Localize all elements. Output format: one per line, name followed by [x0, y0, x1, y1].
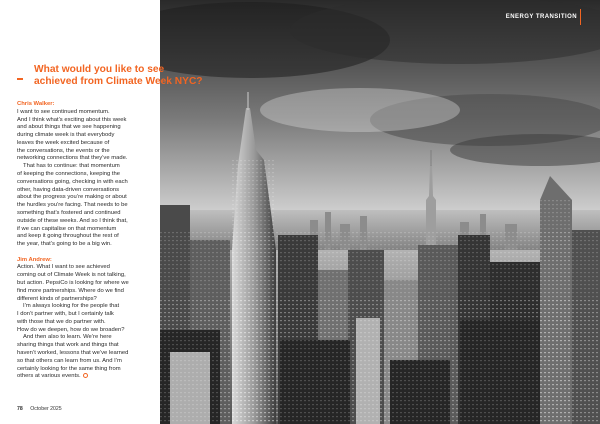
headline-accent-dash — [17, 78, 23, 80]
speaker-name: Chris Walker: — [17, 101, 55, 107]
text-line: I want to see continued momentum. — [17, 108, 110, 115]
text-line: of keeping the connections, keeping the — [17, 171, 120, 178]
text-line: different kinds of partnerships? — [17, 295, 97, 302]
end-mark-icon — [83, 373, 88, 378]
text-line: networking connections that they’ve made. — [17, 155, 128, 162]
text-line: and about things that we see happening — [17, 124, 121, 131]
text-line: Action. What I want to see achieved — [17, 264, 110, 271]
text-line: How do we deepen, how do we broaden? — [17, 326, 125, 333]
section-label: ENERGY TRANSITION — [505, 14, 577, 20]
headline-line: What would you like to see — [34, 64, 165, 75]
text-line: certainly looking for the same thing from — [17, 365, 121, 372]
text-line: That has to continue: that momentum — [23, 163, 120, 170]
text-line: leaves the week excited because of — [17, 139, 110, 146]
text-line: conversations going, checking in with each — [17, 178, 128, 185]
text-line: during climate week is that everybody — [17, 132, 115, 139]
paragraph — [17, 303, 158, 334]
text-line: I don’t partner with, but I certainly talk — [17, 311, 114, 318]
text-line: outside of these weeks. And so I think that, — [17, 217, 128, 224]
text-line: coming out of Climate Week is not talking, — [17, 272, 126, 279]
text-line: something that’s fostered and continued — [17, 209, 121, 216]
text-line: find more partnerships. Where do we find — [17, 287, 124, 294]
text-line: the year, that’s going to be a big win. — [17, 241, 112, 248]
paragraph — [17, 109, 158, 163]
text-line: others at various events. — [17, 373, 81, 380]
text-line: And then also to learn. We’re here — [23, 334, 112, 341]
headline — [34, 64, 274, 89]
text-line: so that others can learn from us. And I’m — [17, 357, 122, 364]
text-line: if we can capitalise on that momentum — [17, 225, 117, 232]
text-line: about the progress you’re making or about — [17, 194, 127, 201]
paragraph — [17, 264, 158, 303]
text-line: And I think what’s exciting about this week — [17, 116, 127, 123]
text-line: the conversations, the events or the — [17, 147, 110, 154]
headline-line: achieved from Climate Week NYC? — [34, 76, 203, 88]
article-body — [17, 101, 158, 381]
text-line: haven’t worked, lessons that we’ve learned — [17, 349, 129, 356]
text-line: sharing things that work and things that — [17, 342, 119, 349]
text-line: and keep it going throughout the rest of — [17, 233, 119, 240]
speaker-name: Jim Andrew: — [17, 256, 52, 263]
text-line: I’m always looking for the people that — [23, 303, 120, 310]
paragraph — [17, 163, 158, 249]
page-number: 78 — [17, 406, 23, 412]
section-accent-rule — [580, 9, 581, 25]
text-line: but action. PepsiCo is looking for where we — [17, 279, 129, 286]
issue-date: October 2025 — [30, 406, 62, 412]
page-footer — [17, 406, 62, 412]
paragraph — [17, 334, 158, 381]
text-line: other, having data-driven conversations — [17, 186, 120, 193]
text-line: with those that we do partner with. — [17, 318, 106, 325]
paragraph-gap — [17, 249, 158, 257]
text-line: the hurdles you’re facing. That needs to be — [17, 202, 128, 209]
